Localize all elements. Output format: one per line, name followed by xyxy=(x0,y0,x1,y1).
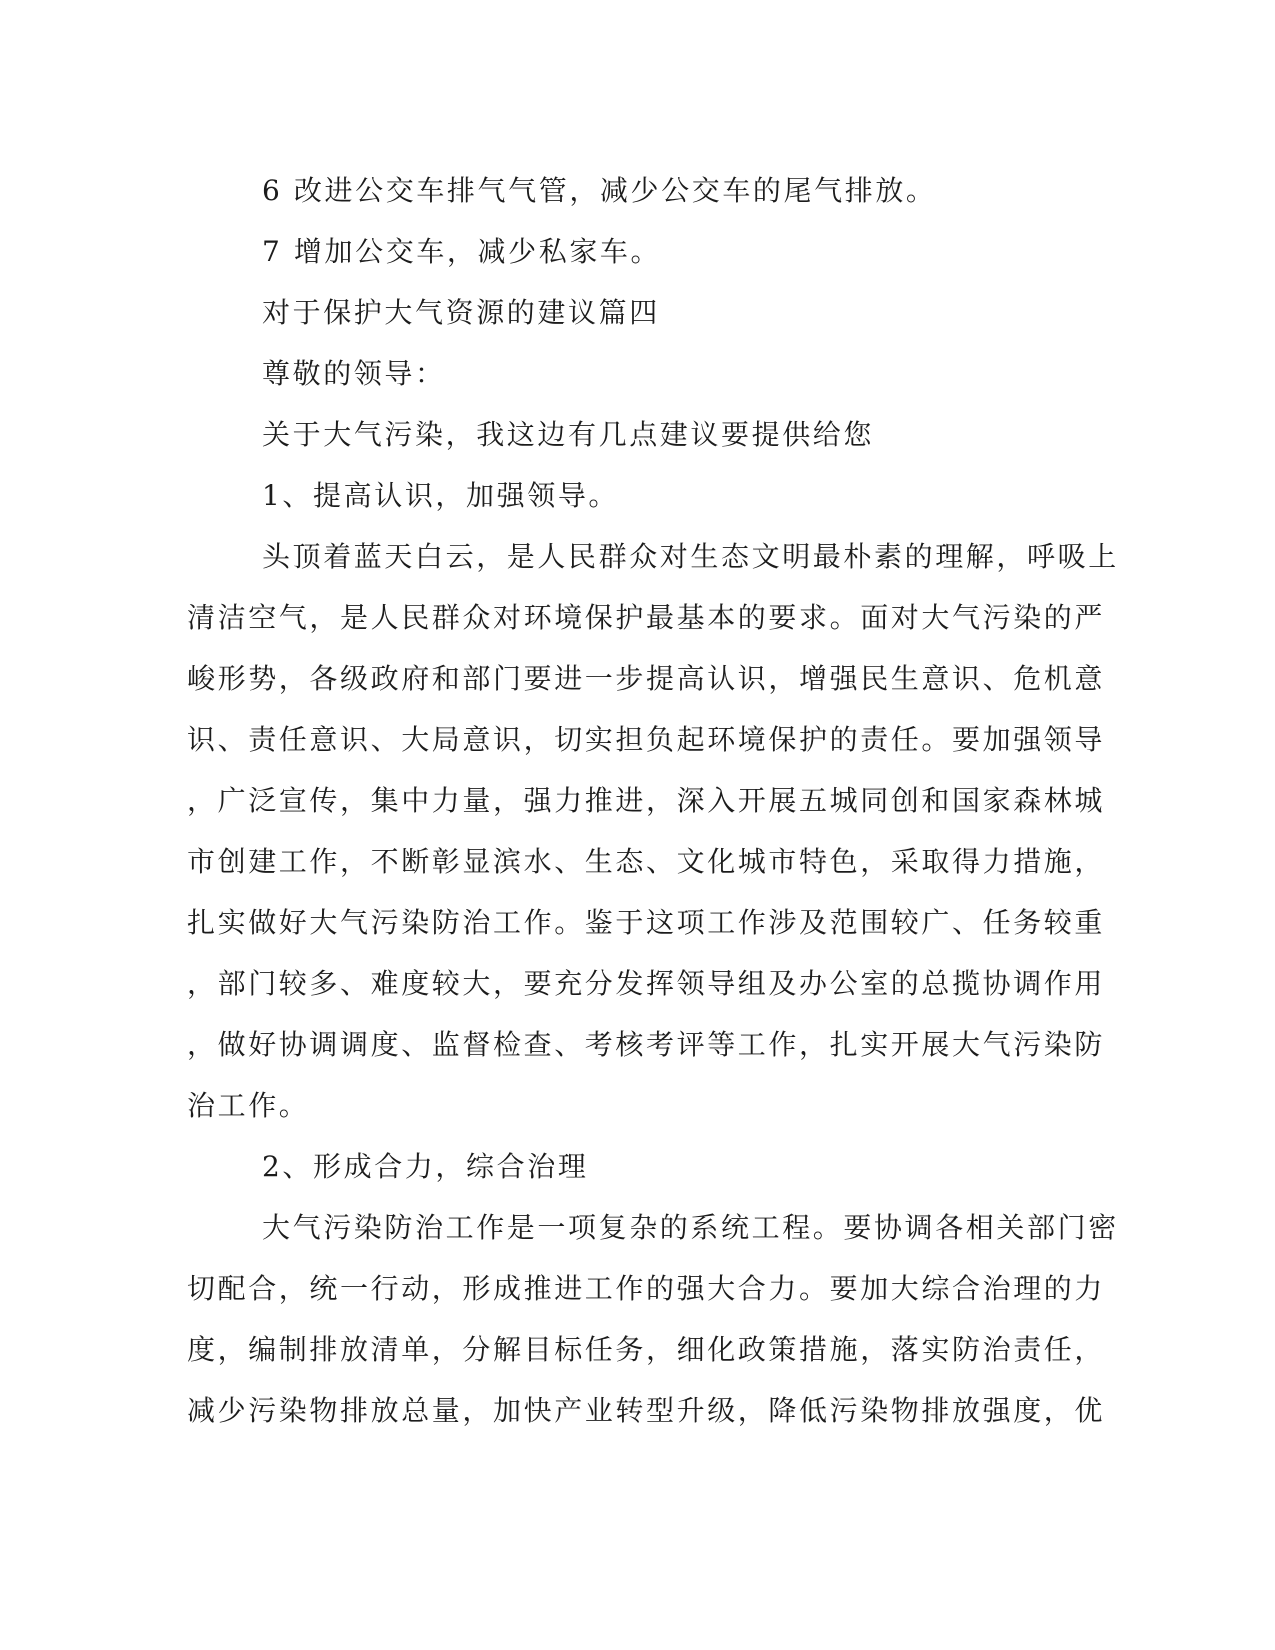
intro-line: 关于大气污染，我这边有几点建议要提供给您 xyxy=(262,418,875,451)
paragraph-1-line: 扎实做好大气污染防治工作。鉴于这项工作涉及范围较广、任务较重 xyxy=(187,906,1106,939)
paragraph-1-line: 清洁空气，是人民群众对环境保护最基本的要求。面对大气污染的严 xyxy=(187,601,1106,634)
document-body xyxy=(187,160,1119,1441)
list-item-7: 7 增加公交车，减少私家车。 xyxy=(262,235,662,268)
paragraph-1-line: ，做好协调调度、监督检查、考核考评等工作，扎实开展大气污染防 xyxy=(187,1028,1106,1061)
paragraph-2-line: 度，编制排放清单，分解目标任务，细化政策措施，落实防治责任， xyxy=(187,1333,1106,1366)
point-2-heading: 2、形成合力，综合治理 xyxy=(262,1150,589,1183)
salutation: 尊敬的领导： xyxy=(262,357,446,390)
paragraph-1-line: ，部门较多、难度较大，要充分发挥领导组及办公室的总揽协调作用 xyxy=(187,967,1106,1000)
paragraph-1-line: 头顶着蓝天白云，是人民群众对生态文明最朴素的理解，呼吸上 xyxy=(262,540,1119,573)
point-1-heading: 1、提高认识，加强领导。 xyxy=(262,479,620,512)
paragraph-1-line: ，广泛宣传，集中力量，强力推进，深入开展五城同创和国家森林城 xyxy=(187,784,1106,817)
paragraph-1-line: 识、责任意识、大局意识，切实担负起环境保护的责任。要加强领导 xyxy=(187,723,1106,756)
section-title: 对于保护大气资源的建议篇四 xyxy=(262,296,660,329)
paragraph-1-line: 峻形势，各级政府和部门要进一步提高认识，增强民生意识、危机意 xyxy=(187,662,1106,695)
paragraph-1-line: 治工作。 xyxy=(187,1089,310,1122)
paragraph-2-line: 大气污染防治工作是一项复杂的系统工程。要协调各相关部门密 xyxy=(262,1211,1119,1244)
list-item-6: 6 改进公交车排气气管，减少公交车的尾气排放。 xyxy=(262,174,937,207)
paragraph-2-line: 减少污染物排放总量，加快产业转型升级，降低污染物排放强度，优 xyxy=(187,1394,1106,1427)
paragraph-1-line: 市创建工作，不断彰显滨水、生态、文化城市特色，采取得力措施， xyxy=(187,845,1106,878)
paragraph-2-line: 切配合，统一行动，形成推进工作的强大合力。要加大综合治理的力 xyxy=(187,1272,1106,1305)
